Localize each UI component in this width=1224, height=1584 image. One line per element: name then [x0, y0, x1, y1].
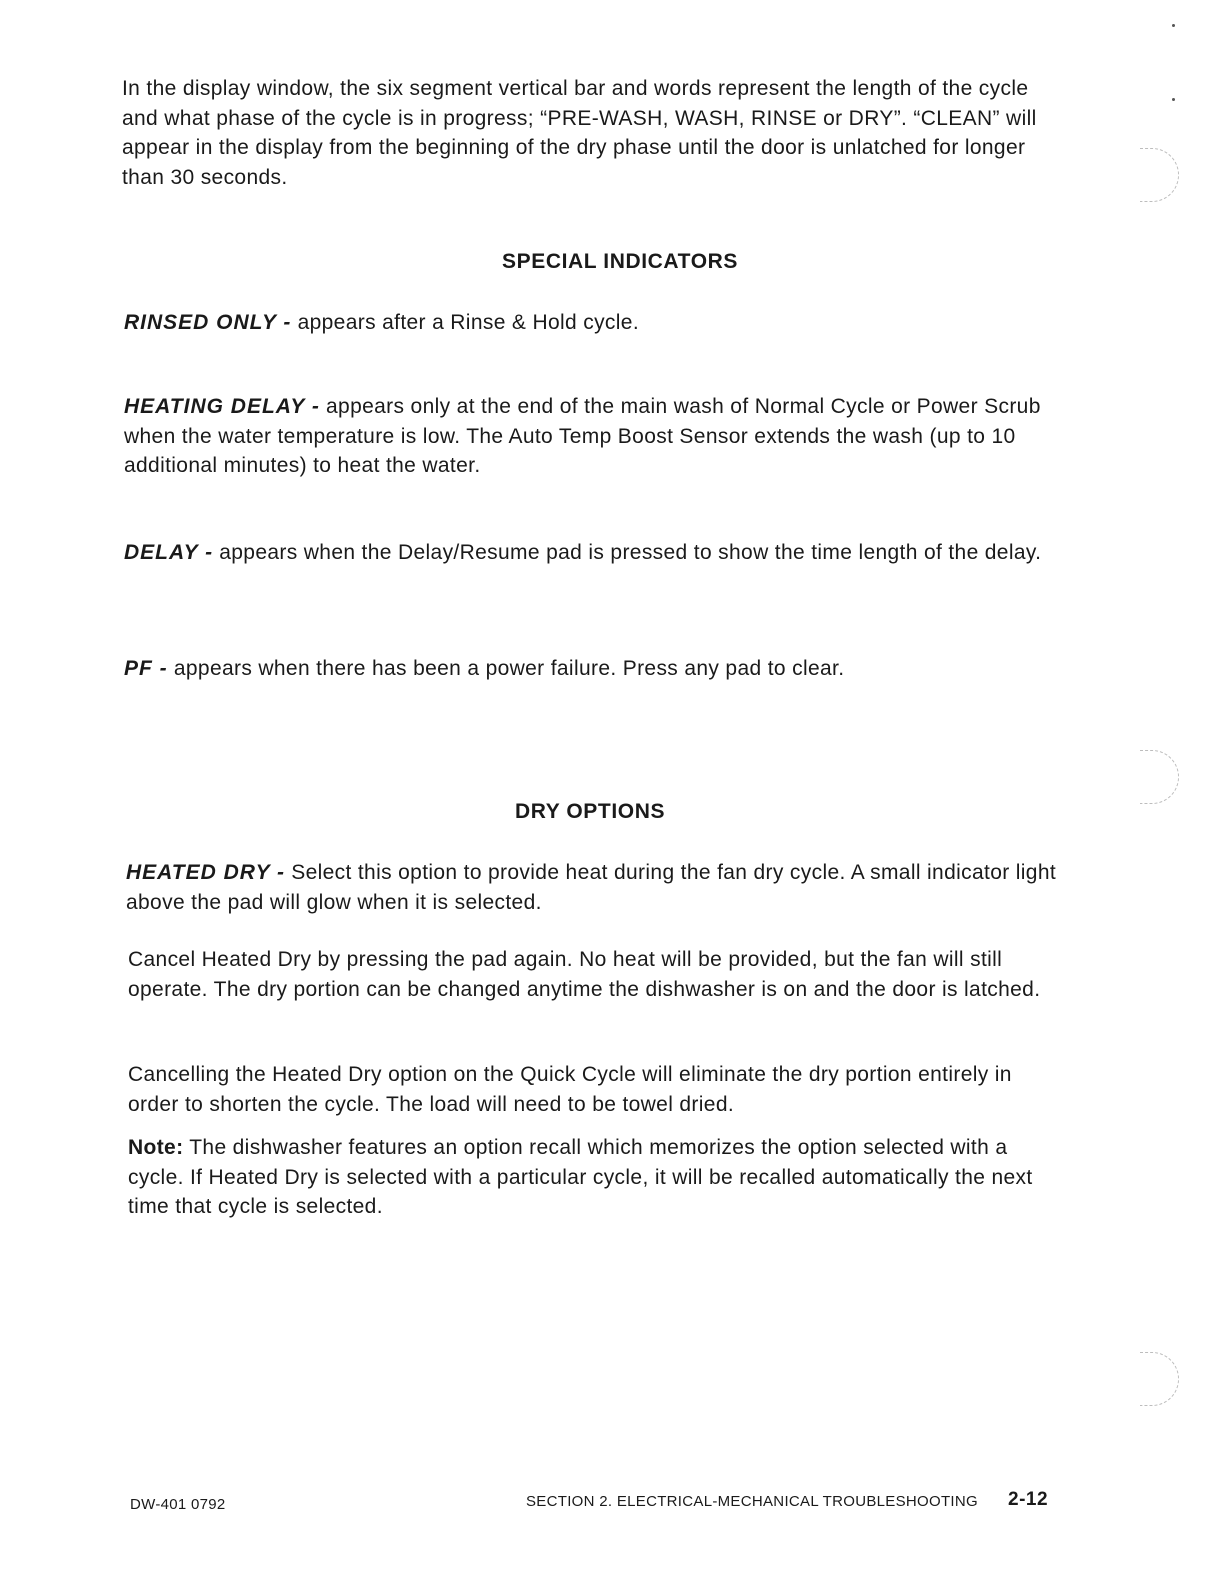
rinsed-only-text: appears after a Rinse & Hold cycle.	[297, 311, 640, 334]
page-number: 2-12	[1008, 1489, 1049, 1510]
rinsed-only-term: RINSED ONLY -	[124, 311, 292, 334]
footer-section-title: SECTION 2. ELECTRICAL-MECHANICAL TROUBLESHOOTING	[526, 1493, 978, 1510]
heated-dry-text: Select this option to provide heat during the fan dry cycle. A small indicator light above the pad will glow when it is selected.	[126, 861, 1057, 914]
intro-paragraph: In the display window, the six segment vertical bar and words represent the length of the cycle and what phase of the cycle is in progress; “PRE-WASH, WASH, RINSE or DRY”. “CLEAN” will appear in the display from the beginning of the dry phase until the door is unlatched for longer than 30 seconds.	[122, 77, 1037, 189]
delay-term: DELAY -	[124, 541, 214, 564]
quick-cycle-paragraph: Cancelling the Heated Dry option on the Quick Cycle will eliminate the dry portion entirely in order to shorten the cycle. The load will need to be towel dried.	[128, 1063, 1012, 1116]
pf-term: PF -	[124, 657, 168, 680]
cancel-heated-dry-paragraph: Cancel Heated Dry by pressing the pad again. No heat will be provided, but the fan will still operate. The dry portion can be changed anytime the dishwasher is on and the door is latched.	[128, 948, 1041, 1001]
note-paragraph	[128, 1133, 1048, 1222]
delay-text: appears when the Delay/Resume pad is pressed to show the time length of the delay.	[219, 541, 1042, 564]
pf-item	[124, 654, 1064, 684]
delay-item	[124, 538, 1064, 568]
heating-delay-item	[124, 392, 1054, 481]
dry-options-heading: DRY OPTIONS	[514, 800, 666, 823]
note-text: The dishwasher features an option recall which memorizes the option selected with a cycle. If Heated Dry is selected with a particular cycle, it will be recalled automatically the next time that cycle is selected.	[128, 1136, 1033, 1218]
heating-delay-term: HEATING DELAY -	[124, 395, 320, 418]
binder-hole-mark	[1140, 1352, 1179, 1406]
scan-speck	[1172, 98, 1175, 101]
special-indicators-heading: SPECIAL INDICATORS	[502, 250, 738, 273]
heating-delay-text: appears only at the end of the main wash of Normal Cycle or Power Scrub when the water temperature is low. The Auto Temp Boost Sensor extends the wash (up to 10 additional minutes) to heat the water.	[124, 395, 1041, 477]
heated-dry-term: HEATED DRY -	[126, 861, 286, 884]
rinsed-only-item	[124, 308, 1064, 338]
heated-dry-item	[126, 858, 1076, 917]
scan-speck	[1172, 24, 1175, 27]
binder-hole-mark	[1140, 750, 1179, 804]
binder-hole-mark	[1140, 148, 1179, 202]
pf-text: appears when there has been a power failure. Press any pad to clear.	[173, 657, 845, 680]
footer-doc-id: DW-401 0792	[130, 1496, 226, 1513]
note-label: Note:	[128, 1136, 184, 1159]
